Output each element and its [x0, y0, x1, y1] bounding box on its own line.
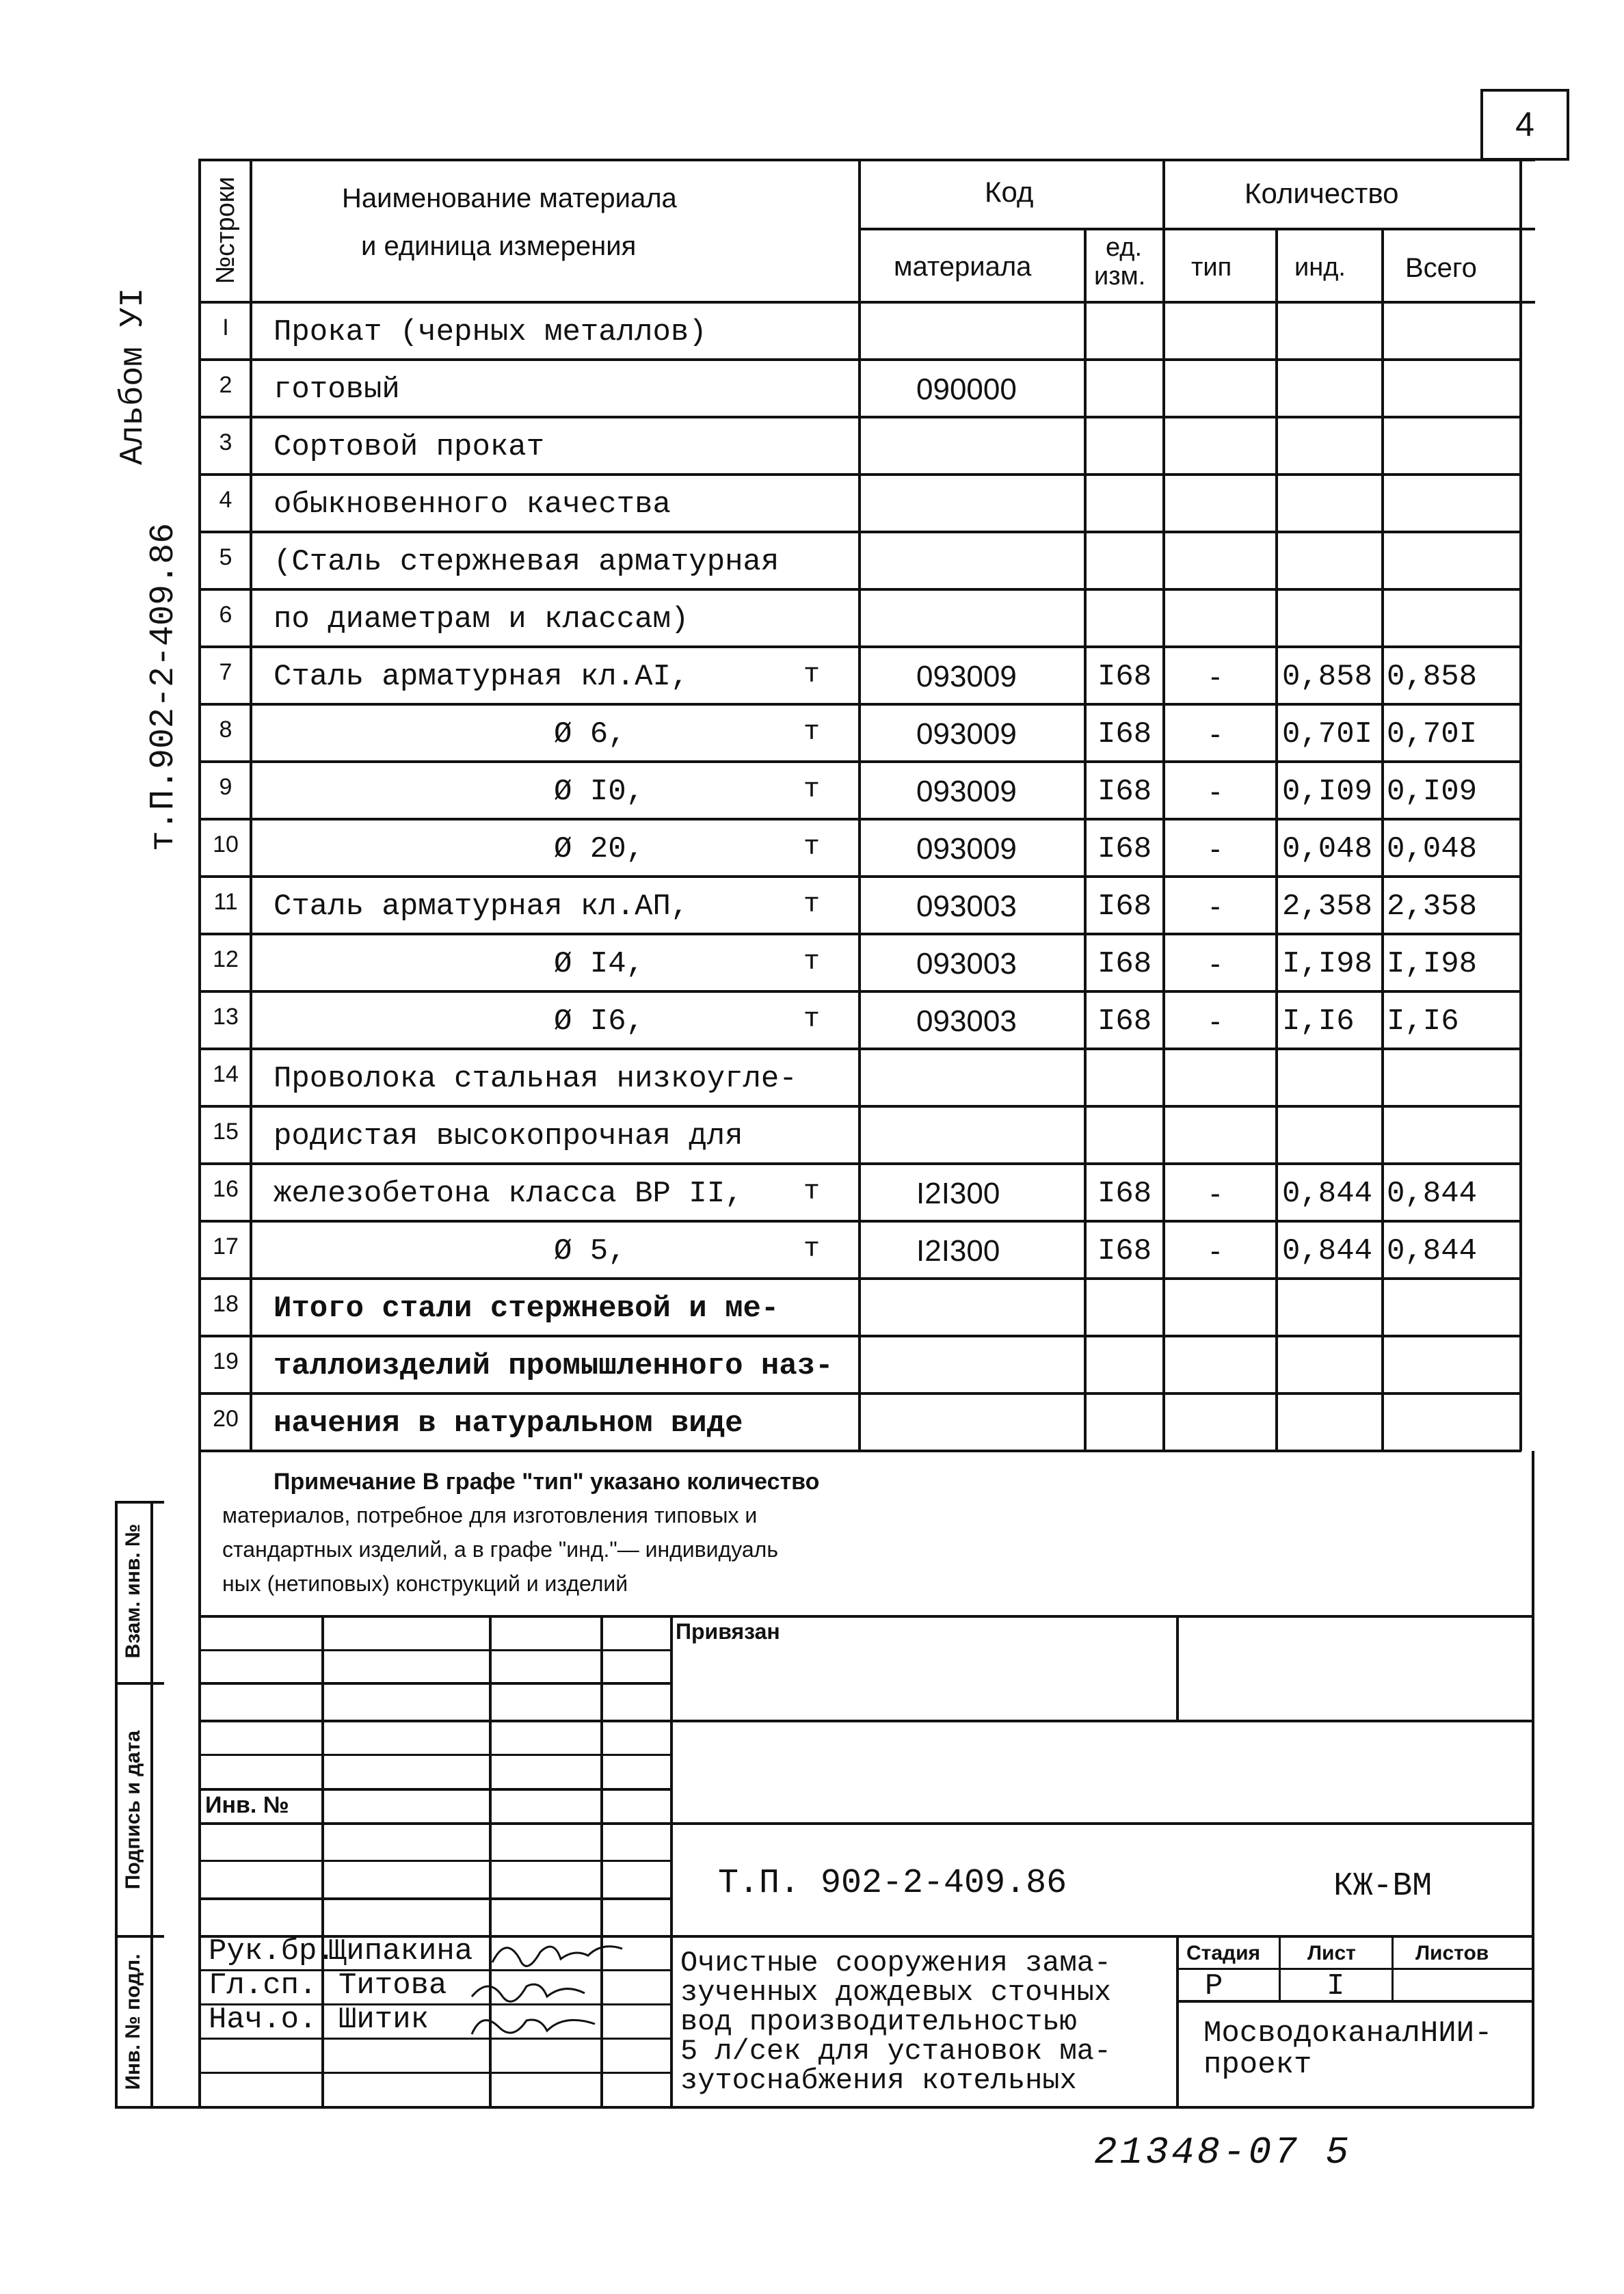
- row-code: 093003: [916, 1004, 1017, 1038]
- header-row-no: №строки: [211, 176, 240, 284]
- block-line-f: [198, 1822, 1534, 1825]
- table-right-line: [1519, 159, 1522, 1451]
- row-name: таллоизделий промышленного наз-: [274, 1349, 834, 1383]
- sig-name-2: Титова: [338, 1969, 447, 2003]
- row-tip: -: [1210, 832, 1221, 866]
- row-number: 4: [219, 487, 232, 513]
- row-name: Ø I6,: [554, 1004, 645, 1039]
- note-line-3: стандартных изделий, а в графе "инд."— индивидуаль: [222, 1537, 778, 1562]
- row-number: 14: [213, 1061, 239, 1087]
- row-number: 11: [213, 889, 238, 915]
- row-ind: 0,844: [1282, 1234, 1373, 1268]
- note-line-1: Примечание В графе "тип" указано количество: [274, 1469, 820, 1495]
- row-tip: -: [1210, 1177, 1221, 1210]
- header-subline: [858, 228, 1535, 230]
- header-qty-ind: инд.: [1294, 253, 1346, 282]
- block-col-2: [489, 1615, 492, 2106]
- row-unit: т: [803, 775, 821, 805]
- stage-row-line-1: [1176, 1968, 1534, 1970]
- row-total: I,I98: [1387, 947, 1478, 981]
- row-ed: I68: [1097, 1177, 1152, 1211]
- stage-value: Р: [1205, 1969, 1223, 2003]
- row-number: 3: [219, 429, 232, 455]
- row-number: 5: [219, 544, 232, 570]
- row-total: 0,844: [1387, 1234, 1478, 1268]
- org-line-1: МосводоканалНИИ-: [1203, 2016, 1493, 2051]
- block-line-l: [198, 2038, 670, 2040]
- row-total: 0,858: [1387, 660, 1478, 694]
- qty-col-line: [1162, 159, 1165, 1451]
- row-code: 093009: [916, 832, 1017, 866]
- row-name: Ø 6,: [554, 717, 626, 751]
- row-name: Ø I0,: [554, 775, 645, 809]
- row-number: 8: [219, 717, 232, 743]
- row-unit: т: [803, 1004, 821, 1035]
- row-unit: т: [803, 1177, 821, 1208]
- block-line-e: [198, 1788, 670, 1791]
- row-tip: -: [1210, 890, 1221, 923]
- row-name: по диаметрам и классам): [274, 602, 689, 637]
- row-name: Прокат (черных металлов): [274, 315, 707, 349]
- block-line-g: [198, 1860, 670, 1862]
- row-number: 19: [213, 1348, 239, 1374]
- row-name: Сталь арматурная кл.АI,: [274, 660, 689, 694]
- row-name: Ø 5,: [554, 1234, 626, 1268]
- header-code-unit-1: ед.: [1106, 233, 1143, 262]
- row-ed: I68: [1097, 717, 1152, 751]
- row-tip: -: [1210, 717, 1221, 751]
- row-ind: I,I98: [1282, 947, 1373, 981]
- sheet-value: I: [1327, 1969, 1345, 2003]
- code-col-line: [858, 159, 861, 1451]
- object-title-4: 5 л/сек для установок ма-: [680, 2035, 1112, 2068]
- block-col-3: [600, 1615, 603, 2106]
- row-code: 093003: [916, 890, 1017, 923]
- object-title-5: зутоснабжения котельных: [680, 2064, 1077, 2097]
- row-name: Итого стали стержневой и ме-: [274, 1292, 780, 1326]
- total-col-line: [1381, 228, 1384, 1451]
- sig-name-1: Щипакина: [328, 1934, 473, 1969]
- stage-label: Стадия: [1186, 1942, 1261, 1964]
- ind-col-line: [1275, 228, 1278, 1451]
- stamp-vzam-inv: Взам. инв. №: [122, 1523, 144, 1659]
- object-title-2: зученных дождевых сточных: [680, 1976, 1112, 2009]
- row-name: начения в натуральном виде: [274, 1406, 743, 1441]
- block-line-b: [198, 1682, 670, 1685]
- header-name-line2: и единица измерения: [361, 231, 637, 261]
- block-line-c: [198, 1720, 1534, 1722]
- row-number: 6: [219, 602, 232, 628]
- block-bottom: [115, 2106, 1534, 2109]
- row-name: (Сталь стержневая арматурная: [274, 545, 780, 579]
- row-number: 12: [213, 946, 239, 972]
- row-ind: 0,858: [1282, 660, 1373, 694]
- row-number: 20: [213, 1406, 239, 1432]
- table-top-line: [198, 159, 1535, 161]
- header-quantity: Количество: [1244, 177, 1399, 209]
- row-name: железобетона класса ВР II,: [274, 1177, 743, 1211]
- header-name-line1: Наименование материала: [342, 183, 677, 213]
- row-total: 0,844: [1387, 1177, 1478, 1211]
- sig-name-3: Шитик: [338, 2003, 429, 2037]
- stage-row-line-2: [1176, 2000, 1534, 2003]
- row-code: 093009: [916, 717, 1017, 751]
- row-ind: 0,70I: [1282, 717, 1373, 751]
- row-ind: 0,844: [1282, 1177, 1373, 1211]
- stage-col-left: [1176, 1935, 1179, 2106]
- header-qty-total: Всего: [1405, 253, 1477, 283]
- row-ed: I68: [1097, 1234, 1152, 1268]
- unit-col-line: [1084, 228, 1087, 1451]
- handwritten-footer: 21348-07 5: [1094, 2131, 1352, 2174]
- album-label: Альбом УI: [115, 287, 152, 465]
- object-title-1: Очистные сооружения зама-: [680, 1947, 1112, 1979]
- row-ind: I,I6: [1282, 1004, 1355, 1039]
- block-line-h: [198, 1897, 670, 1900]
- row-number: 10: [213, 831, 239, 857]
- row-ed: I68: [1097, 890, 1152, 924]
- row-number: 16: [213, 1176, 239, 1202]
- row-name: Сталь арматурная кл.АП,: [274, 890, 689, 924]
- row-code: 093009: [916, 775, 1017, 808]
- row-number: 18: [213, 1291, 239, 1317]
- stamp-inv-podl: Инв. № подл.: [122, 1953, 144, 2090]
- row-ind: 2,358: [1282, 890, 1373, 924]
- row-tip: -: [1210, 947, 1221, 981]
- block-left: [198, 1451, 201, 2107]
- row-name: Ø I4,: [554, 947, 645, 981]
- note-line-4: ных (нетиповых) конструкций и изделий: [222, 1571, 628, 1596]
- block-col-5: [1176, 1615, 1179, 1720]
- row-name: Сортовой прокат: [274, 430, 545, 464]
- row-unit: т: [803, 660, 821, 691]
- row-number: 17: [213, 1233, 239, 1259]
- row-unit: т: [803, 717, 821, 748]
- stamp-top: [115, 1501, 164, 1504]
- title-mark: КЖ-ВМ: [1333, 1868, 1433, 1905]
- header-qty-type: тип: [1191, 253, 1232, 282]
- row-ed: I68: [1097, 660, 1152, 694]
- row-ind: 0,I09: [1282, 775, 1373, 809]
- row-tip: -: [1210, 1234, 1221, 1268]
- block-line-privyazan: [198, 1615, 1534, 1618]
- row-ind: 0,048: [1282, 832, 1373, 866]
- row-code: 090000: [916, 373, 1017, 406]
- row-name: Проволока стальная низкоугле-: [274, 1062, 797, 1096]
- object-title-3: вод производительностью: [680, 2005, 1077, 2038]
- rowno-col-line: [250, 159, 252, 1451]
- row-number: 13: [213, 1004, 239, 1030]
- header-code: Код: [985, 176, 1034, 208]
- row-code: I2I300: [916, 1234, 1000, 1268]
- row-ed: I68: [1097, 832, 1152, 866]
- stage-col-2: [1392, 1935, 1394, 2000]
- title-doc-code: Т.П. 902-2-409.86: [718, 1864, 1067, 1903]
- stamp-outer-left: [115, 1501, 118, 2106]
- row-number: I: [222, 315, 229, 341]
- row-total: 0,70I: [1387, 717, 1478, 751]
- inv-no-label: Инв. №: [205, 1792, 289, 1818]
- stage-col-1: [1279, 1935, 1281, 2000]
- note-line-2: материалов, потребное для изготовления типовых и: [222, 1503, 758, 1528]
- row-code: I2I300: [916, 1177, 1000, 1210]
- row-name: Ø 20,: [554, 832, 645, 866]
- row-number: 2: [219, 372, 232, 398]
- org-line-2: проект: [1203, 2048, 1312, 2082]
- row-code: 093003: [916, 947, 1017, 981]
- row-tip: -: [1210, 1004, 1221, 1038]
- row-code: 093009: [916, 660, 1017, 693]
- row-unit: т: [803, 890, 821, 920]
- row-tip: -: [1210, 775, 1221, 808]
- stamp-inner-left: [150, 1501, 153, 2106]
- page-number: 4: [1515, 105, 1534, 144]
- sig-role-1: Рук.бр.: [209, 1934, 335, 1969]
- row-ed: I68: [1097, 947, 1152, 981]
- row-name: родистая высокопрочная для: [274, 1119, 743, 1153]
- privyazan-label: Привязан: [676, 1619, 780, 1644]
- sig-role-2: Гл.сп.: [209, 1969, 317, 2003]
- row-ed: I68: [1097, 1004, 1152, 1039]
- block-line-a: [198, 1649, 670, 1651]
- row-number: 9: [219, 774, 232, 800]
- row-name: готовый: [274, 373, 400, 407]
- stamp-podpis-data: Подпись и дата: [122, 1730, 144, 1890]
- block-col-4: [670, 1615, 673, 2106]
- row-name: обыкновенного качества: [274, 488, 671, 522]
- row-number: 15: [213, 1119, 239, 1145]
- margin-doc-code: т.П.902-2-409.86: [144, 522, 183, 851]
- row-total: 0,I09: [1387, 775, 1478, 809]
- header-code-unit-2: изм.: [1094, 262, 1146, 291]
- sheets-label: Листов: [1415, 1942, 1489, 1964]
- block-line-m: [198, 2072, 670, 2074]
- stamp-sep-1: [115, 1682, 164, 1685]
- page-number-box: [1480, 89, 1569, 161]
- lower-right-frame: [1532, 1451, 1534, 2107]
- block-col-1: [321, 1615, 324, 2106]
- row-unit: т: [803, 1234, 821, 1265]
- table-left-line: [198, 159, 201, 1451]
- row-tip: -: [1210, 660, 1221, 693]
- sheet-label: Лист: [1307, 1942, 1356, 1964]
- block-line-d: [198, 1754, 670, 1756]
- row-ed: I68: [1097, 775, 1152, 809]
- row-total: 2,358: [1387, 890, 1478, 924]
- row-total: 0,048: [1387, 832, 1478, 866]
- row-unit: т: [803, 947, 821, 978]
- row-number: 7: [219, 659, 232, 685]
- row-unit: т: [803, 832, 821, 863]
- sig-role-3: Нач.о.: [209, 2003, 317, 2037]
- row-total: I,I6: [1387, 1004, 1459, 1039]
- header-bottom-line: [198, 301, 1535, 304]
- header-code-material: материала: [894, 252, 1032, 282]
